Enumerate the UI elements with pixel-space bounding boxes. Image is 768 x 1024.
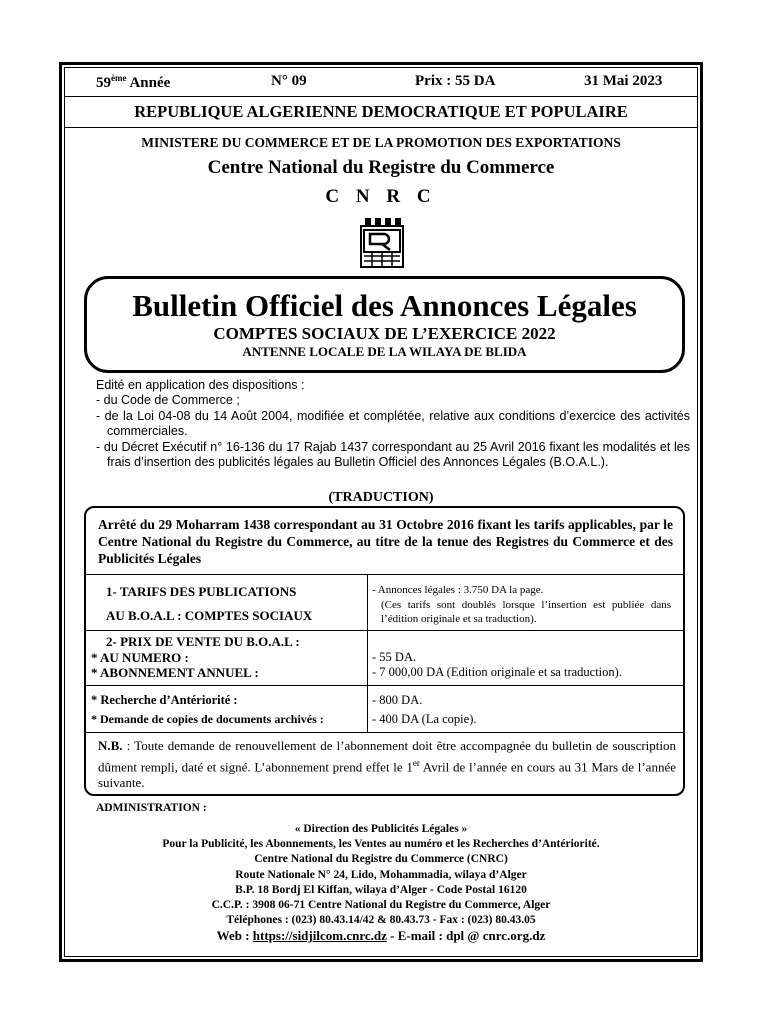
- year-superscript: ème: [111, 73, 127, 83]
- nb-superscript: er: [412, 757, 420, 768]
- traduction-heading: (TRADUCTION): [328, 490, 434, 505]
- admin-label: ADMINISTRATION :: [96, 802, 207, 814]
- column-divider: [367, 574, 368, 732]
- bulletin-title-box: [84, 276, 685, 373]
- bulletin-antenne: ANTENNE LOCALE DE LA WILAYA DE BLIDA: [242, 344, 527, 359]
- edited-provisions: [96, 378, 690, 470]
- copies-value: - 400 DA (La copie).: [372, 712, 477, 726]
- centre-name: Centre National du Registre du Commerce: [207, 157, 555, 178]
- nb-note: [98, 738, 676, 792]
- admin-purpose: Pour la Publicité, les Abonnements, les Ventes au numéro et les Recherches d’Antériorité.: [162, 838, 600, 851]
- web-label: Web :: [216, 928, 253, 944]
- issue-year: [96, 73, 170, 92]
- divider: [86, 685, 683, 686]
- tarifs-publications-l1: 1- TARIFS DES PUBLICATIONS: [106, 584, 297, 599]
- ministry-line: MINISTERE DU COMMERCE ET DE LA PROMOTION DES EXPORTATIONS: [141, 135, 621, 150]
- email-text: - E-mail : dpl @ cnrc.org.dz: [386, 928, 546, 944]
- tarifs-annonces: - Annonces légales : 3.750 DA la page.: [372, 584, 544, 596]
- arrete-text: Arrêté du 29 Moharram 1438 correspondant au 31 Octobre 2016 fixant les tarifs applicables, par le Centre National du Registre du Commerce, au titre de la tenue des Registres du Commerce et des Publicités Légales: [98, 517, 673, 566]
- admin-address: Route Nationale N° 24, Lido, Mohammadia, wilaya d’Alger: [235, 868, 527, 881]
- au-numero-label: * AU NUMERO :: [91, 650, 189, 665]
- nb-text-a: : Toute demande de renouvellement de l’abonnement doit être accompagnée du bulletin de souscription dûment rempli, daté et signé. L’abonnement prend effet le 1: [98, 738, 676, 774]
- admin-phones: Téléphones : (023) 80.43.14/42 & 80.43.73 - Fax : (023) 80.43.05: [226, 914, 536, 927]
- admin-centre: Centre National du Registre du Commerce (CNRC): [254, 853, 508, 866]
- cnrc-logo-icon: [360, 216, 404, 268]
- tarifs-note: (Ces tarifs sont doublés lorsque l’insertion est publiée dans l’édition originale et sa traduction).: [381, 599, 671, 625]
- edited-item-1: - du Code de Commerce ;: [96, 393, 240, 408]
- issue-date: 31 Mai 2023: [584, 73, 663, 89]
- divider: [86, 574, 683, 575]
- year-word: Année: [129, 75, 171, 91]
- recherche-value: - 800 DA.: [372, 693, 423, 707]
- prix-vente-heading: 2- PRIX DE VENTE DU B.O.A.L :: [106, 634, 300, 649]
- acronym: C N R C: [325, 186, 437, 207]
- edited-item-3: - du Décret Exécutif n° 16-136 du 17 Rajab 1437 correspondant au 25 Avril 2016 fixant les modalités et les frais d’insertion des publicités légales au Bulletin Officiel des Annonces Légales (B.O.A.L.).: [96, 439, 690, 470]
- bulletin-subtitle: COMPTES SOCIAUX DE L’EXERCICE 2022: [213, 324, 556, 343]
- edited-intro: Edité en application des dispositions :: [96, 378, 305, 392]
- divider: [86, 630, 683, 631]
- abonnement-label: * ABONNEMENT ANNUEL :: [91, 665, 259, 680]
- recherche-label: * Recherche d’Antériorité :: [91, 693, 238, 707]
- web-link[interactable]: https://sidjilcom.cnrc.dz: [252, 928, 387, 944]
- issue-price: Prix : 55 DA: [415, 73, 496, 89]
- tariffs-box: [84, 506, 685, 796]
- nb-text-b: Avril de l’année en cours au 31 Mars de l’année suivante.: [98, 758, 676, 791]
- bulletin-title: Bulletin Officiel des Annonces Légales: [132, 288, 637, 323]
- divider: [86, 732, 683, 733]
- admin-web-line: [64, 928, 698, 943]
- admin-ccp: C.C.P. : 3908 06-71 Centre National du Registre du Commerce, Alger: [211, 899, 551, 912]
- au-numero-value: - 55 DA.: [372, 650, 417, 664]
- abonnement-value: - 7 000,00 DA (Edition originale et sa traduction).: [372, 665, 622, 679]
- tarifs-publications-l2: AU B.O.A.L : COMPTES SOCIAUX: [106, 608, 313, 623]
- issue-number: N° 09: [271, 73, 307, 89]
- edited-item-2: - de la Loi 04-08 du 14 Août 2004, modifiée et complétée, relative aux conditions d’exercice des activités commerciales.: [96, 408, 690, 439]
- nb-label: N.B.: [98, 738, 123, 753]
- year-number: 59: [96, 75, 111, 91]
- issue-header: [64, 70, 698, 96]
- republic-banner: REPUBLIQUE ALGERIENNE DEMOCRATIQUE ET POPULAIRE: [64, 96, 698, 128]
- copies-label: * Demande de copies de documents archivés :: [91, 712, 324, 726]
- admin-direction: « Direction des Publicités Légales »: [294, 823, 468, 835]
- admin-postal: B.P. 18 Bordj El Kiffan, wilaya d’Alger - Code Postal 16120: [235, 883, 527, 896]
